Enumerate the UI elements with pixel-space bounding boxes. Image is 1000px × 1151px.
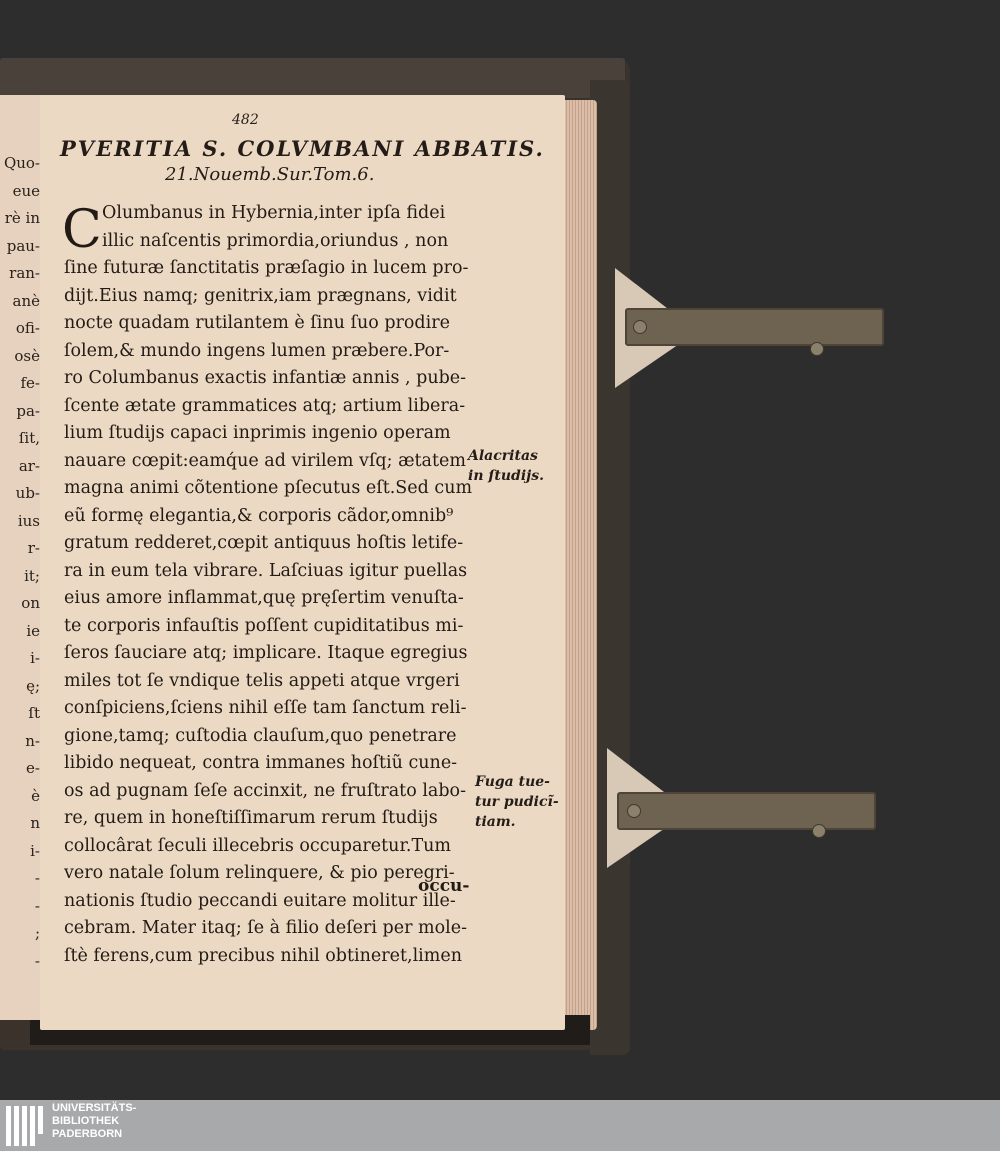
left-page-fragment: ofi- (15, 319, 40, 337)
margin-note-line: tur pudicĩ- (475, 794, 559, 810)
text-line: os ad pugnam ſeſe accinxit, ne fruſtrato labo- (64, 780, 466, 801)
left-page-fragment: ſit, (18, 429, 40, 447)
left-page-fragment: Quo- (3, 154, 40, 172)
logo-line: PADERBORN (52, 1128, 123, 1140)
left-page-fragment: ie (26, 621, 40, 640)
left-page-fragment: e- (26, 759, 40, 777)
page-title: PVERITIA S. COLVMBANI ABBATIS. (60, 136, 545, 161)
left-page-fragment: anè (12, 291, 40, 310)
left-page-fragment: ę; (26, 676, 40, 695)
text-line: nationis ſtudio peccandi euitare molitur ille- (64, 890, 456, 911)
left-page-fragment: - (34, 896, 40, 915)
footer-bar (0, 1100, 1000, 1151)
logo-line: BIBLIOTHEK (52, 1115, 120, 1127)
text-line: collocârat ſeculi illecebris occuparetur.Tum (64, 835, 451, 856)
rivet-icon (812, 824, 826, 838)
text-line: eũ formę elegantia,& corporis cãdor,omnib⁹ (64, 505, 454, 526)
text-line: lium ſtudijs capaci inprimis ingenio operam (64, 423, 451, 443)
text-line: te corporis infauſtis poſſent cupiditatibus mi- (64, 615, 464, 636)
clasp-strap (617, 792, 876, 830)
margin-note-line: in ſtudijs. (468, 468, 544, 484)
text-line: ſtè ferens,cum precibus nihil obtineret,limen (64, 945, 462, 966)
left-page-fragment: ran- (9, 264, 40, 282)
clasp-strap (625, 308, 884, 346)
left-page-fragment: pa- (16, 401, 40, 420)
left-page-fragment: ; (34, 924, 40, 942)
left-page-fragment: n (30, 814, 40, 832)
left-page-text-fragments (2, 150, 40, 975)
margin-note-line: tiam. (475, 814, 516, 830)
text-line: eius amore inflammat,quę pręſertim venuſta- (64, 588, 464, 608)
catchword: occu- (418, 876, 470, 896)
left-page-fragment: r- (27, 539, 40, 557)
text-line: conſpiciens,ſciens nihil eſſe tam ſanctum reli- (64, 698, 467, 718)
page-subtitle: 21.Nouemb.Sur.Tom.6. (165, 164, 375, 185)
margin-note-line: Alacritas (468, 448, 538, 464)
left-page-fragment: fe- (20, 374, 40, 392)
text-line: libido nequeat, contra immanes hoſtiũ cune- (64, 753, 458, 773)
page-number: 482 (232, 112, 259, 128)
left-page-fragment: i- (30, 841, 40, 860)
left-page-fragment: on (21, 594, 40, 612)
library-logo-icon (6, 1106, 46, 1146)
left-page-fragment: it; (24, 566, 40, 585)
rivet-icon (810, 342, 824, 356)
left-page-fragment: osè (14, 346, 40, 365)
left-page-fragment: è (31, 786, 40, 805)
text-line: gratum redderet,cœpit antiquus hoſtis letife- (64, 533, 464, 553)
left-page-fragment: n- (25, 731, 40, 750)
left-page-fragment: eue (12, 181, 40, 200)
text-line: ſolem,& mundo ingens lumen præbere.Por- (64, 340, 450, 361)
text-line: ſcente ætate grammatices atq; artium libera- (64, 395, 466, 416)
left-page-fragment: ub- (15, 484, 40, 502)
book-cover-top-edge (0, 58, 625, 98)
text-line: ſine futuræ ſanctitatis præſagio in lucem pro- (64, 258, 469, 278)
left-page-fragment: - (34, 869, 40, 887)
body-text (64, 200, 474, 970)
text-line: illic naſcentis primordia,oriundus , non (102, 230, 449, 251)
rivet-icon (627, 804, 641, 818)
left-page-fragment: pau- (6, 236, 40, 255)
rivet-icon (633, 320, 647, 334)
left-page-fragment: ar- (18, 456, 40, 475)
left-page-fragment: ſt (28, 704, 40, 722)
logo-line: UNIVERSITÄTS- (52, 1102, 137, 1114)
library-logo-text (52, 1102, 136, 1141)
text-line: Olumbanus in Hybernia,inter ipſa fidei (102, 203, 446, 223)
margin-note-fuga (475, 772, 559, 832)
text-line: vero natale ſolum relinquere, & pio peregri- (64, 863, 455, 883)
margin-note-alacritas (468, 446, 544, 486)
text-line: dijt.Eius namq; genitrix,iam prægnans, vidit (64, 285, 457, 306)
left-page-fragment: - (34, 951, 40, 970)
text-line: magna animi cõtentione pſecutus eſt.Sed cum (64, 478, 473, 498)
left-page-fragment: ius (17, 511, 40, 530)
margin-note-line: Fuga tue- (475, 774, 550, 790)
drop-capital: C (62, 200, 102, 260)
text-line: gione,tamq; cuſtodia clauſum,quo penetrare (64, 725, 457, 746)
text-line: ro Columbanus exactis infantiæ annis , pube- (64, 368, 467, 388)
text-line: nauare cœpit:eamq́ue ad virilem vſq; ætatem (64, 450, 466, 471)
text-line: cebram. Mater itaq; ſe à filio deſeri per mole- (64, 918, 468, 938)
text-line: miles tot ſe vndique telis appeti atque vrgeri (64, 670, 460, 691)
text-line: nocte quadam rutilantem è ſinu ſuo prodire (64, 313, 450, 333)
text-line: ra in eum tela vibrare. Laſciuas igitur puellas (64, 560, 468, 581)
text-line: ſeros ſauciare atq; implicare. Itaque egregius (64, 643, 468, 663)
text-line: re, quem in honeſtiſſimarum rerum ſtudijs (64, 808, 438, 828)
left-page-fragment: i- (30, 649, 40, 667)
left-page-fragment: rè in (4, 209, 40, 227)
